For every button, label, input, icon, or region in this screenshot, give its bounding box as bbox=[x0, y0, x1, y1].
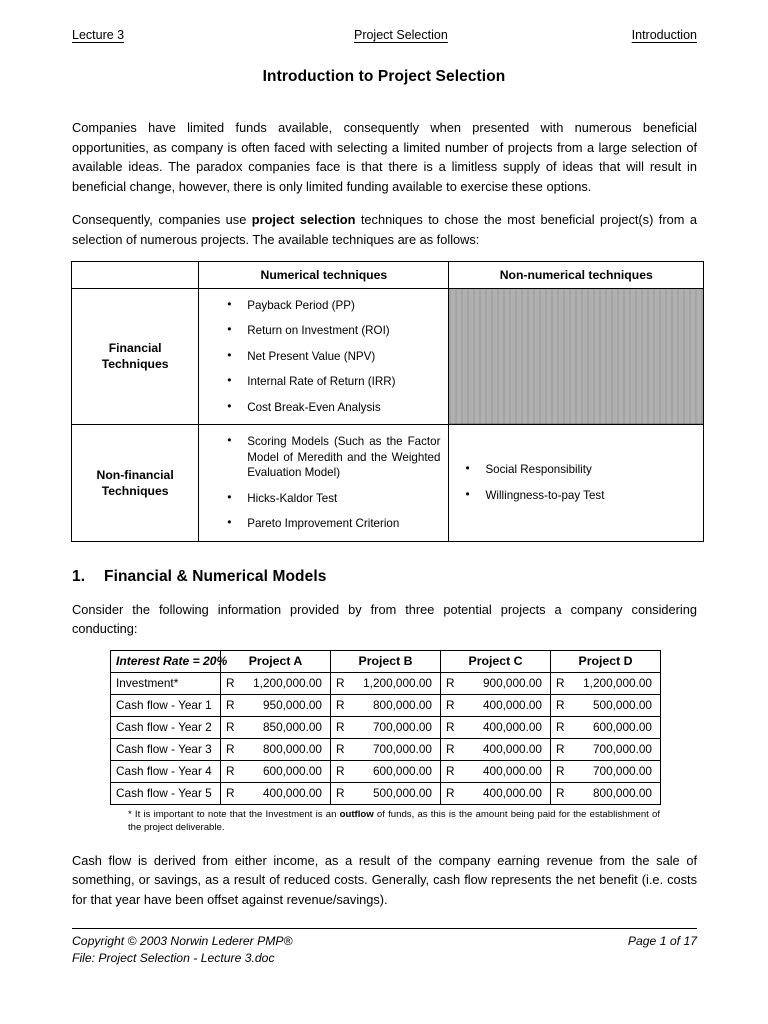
table-row bbox=[111, 716, 661, 738]
currency-symbol: R bbox=[556, 786, 565, 801]
amount-value: 900,000.00 bbox=[482, 676, 542, 691]
financial-cell bbox=[551, 672, 661, 694]
financial-cell bbox=[221, 760, 331, 782]
page-title: Introduction to Project Selection bbox=[262, 68, 506, 85]
currency-symbol: R bbox=[336, 698, 345, 713]
section-heading bbox=[72, 568, 697, 586]
amount-value: 950,000.00 bbox=[262, 698, 322, 713]
amount-value: 850,000.00 bbox=[262, 720, 322, 735]
footer-page-number: Page 1 of 17 bbox=[627, 934, 697, 948]
financial-row-label: Cash flow - Year 2 bbox=[111, 716, 221, 738]
financial-cell bbox=[441, 716, 551, 738]
amount-value: 1,200,000.00 bbox=[363, 676, 432, 691]
paragraph-cashflow: Cash flow is derived from either income, as a result of the company earning revenue from the sale of something, or savings, as a result of reduced costs. Generally, cash flow represents the net benefit (i.e. costs for that year have been offset against revenue/savings). bbox=[72, 852, 697, 907]
financial-cell bbox=[331, 738, 441, 760]
financial-cell bbox=[441, 782, 551, 804]
currency-symbol: R bbox=[336, 676, 345, 691]
header-non-numerical-techniques: Non-numerical techniques bbox=[449, 261, 704, 288]
header-project-d: Project D bbox=[551, 650, 661, 672]
financial-cell bbox=[221, 716, 331, 738]
currency-symbol: R bbox=[446, 720, 455, 735]
consequently-pre: Consequently, companies use bbox=[72, 212, 252, 228]
list-item: • Cost Break-Even Analysis bbox=[199, 400, 440, 416]
table-row-financial-techniques bbox=[72, 288, 704, 425]
consequently-post: techniques to chose the most beneficial project(s) from a selection of numerous projects. The available techniques are as follows: bbox=[72, 212, 697, 247]
financial-row-label: Cash flow - Year 4 bbox=[111, 760, 221, 782]
financial-cell bbox=[331, 760, 441, 782]
paragraph-consequently bbox=[72, 210, 697, 249]
table-row bbox=[111, 694, 661, 716]
currency-symbol: R bbox=[226, 720, 235, 735]
document-content bbox=[72, 118, 697, 924]
paragraph-intro: Companies have limited funds available, consequently when presented with numerous beneficial opportunities, as company is often faced with selecting a limited number of projects from a large selection of available ideas. The paradox companies face is that there is a limitless supply of ideas that will result in beneficial change, however, there is only limited funding available to exercise these options. bbox=[72, 120, 697, 194]
section-heading-text: Financial & Numerical Models bbox=[104, 567, 327, 585]
financial-table-header-row bbox=[111, 650, 661, 672]
techniques-table-header-row bbox=[72, 261, 704, 288]
footnote-post: of funds, as this is the amount being paid for the establishment of the project deliverable. bbox=[128, 808, 661, 834]
currency-symbol: R bbox=[446, 742, 455, 757]
financial-cell bbox=[331, 694, 441, 716]
table-row bbox=[111, 760, 661, 782]
financial-table-wrapper bbox=[110, 650, 660, 835]
list-item: • Pareto Improvement Criterion bbox=[199, 516, 440, 532]
techniques-table bbox=[71, 261, 704, 542]
currency-symbol: R bbox=[556, 742, 565, 757]
currency-symbol: R bbox=[336, 720, 345, 735]
currency-symbol: R bbox=[556, 698, 565, 713]
amount-value: 700,000.00 bbox=[372, 742, 432, 757]
footer-filename: File: Project Selection - Lecture 3.doc bbox=[72, 951, 275, 965]
paragraph-consider: Consider the following information provided by from three potential projects a company considering conducting: bbox=[72, 601, 697, 637]
row-label-financial-line1: Financial bbox=[108, 341, 162, 356]
financial-cell bbox=[221, 782, 331, 804]
table-row bbox=[111, 738, 661, 760]
footnote-pre: * It is important to note that the Investment is an bbox=[128, 808, 340, 820]
amount-value: 700,000.00 bbox=[372, 720, 432, 735]
currency-symbol: R bbox=[446, 698, 455, 713]
financial-cell bbox=[551, 694, 661, 716]
currency-symbol: R bbox=[226, 676, 235, 691]
row-label-financial-line2: Techniques bbox=[101, 357, 169, 372]
cell-financial-numerical bbox=[199, 288, 449, 425]
row-label-financial bbox=[72, 288, 199, 425]
amount-value: 400,000.00 bbox=[482, 698, 542, 713]
list-item: • Social Responsibility bbox=[449, 462, 695, 478]
footer-divider bbox=[72, 928, 697, 929]
amount-value: 800,000.00 bbox=[262, 742, 322, 757]
currency-symbol: R bbox=[446, 764, 455, 779]
table-row bbox=[111, 672, 661, 694]
footer-copyright: Copyright © 2003 Norwin Lederer PMP® bbox=[72, 934, 293, 948]
financial-cell bbox=[331, 716, 441, 738]
running-head-left: Lecture 3 bbox=[72, 28, 125, 42]
amount-value: 800,000.00 bbox=[372, 698, 432, 713]
currency-symbol: R bbox=[226, 742, 235, 757]
page-footer bbox=[72, 928, 697, 967]
financial-cell bbox=[441, 738, 551, 760]
currency-symbol: R bbox=[556, 676, 565, 691]
list-item: • Payback Period (PP) bbox=[199, 298, 440, 314]
amount-value: 400,000.00 bbox=[482, 786, 542, 801]
amount-value: 400,000.00 bbox=[482, 720, 542, 735]
financial-cell bbox=[551, 760, 661, 782]
currency-symbol: R bbox=[336, 764, 345, 779]
list-item: • Willingness-to-pay Test bbox=[449, 488, 695, 504]
running-head bbox=[72, 28, 697, 42]
currency-symbol: R bbox=[226, 698, 235, 713]
list-item: • Hicks-Kaldor Test bbox=[199, 491, 440, 507]
list-item: • Scoring Models (Such as the Factor Model of Meredith and the Weighted Evaluation Model) bbox=[199, 434, 440, 481]
cell-financial-non-numerical-shaded bbox=[449, 288, 704, 425]
amount-value: 400,000.00 bbox=[482, 764, 542, 779]
interest-rate-header: Interest Rate = 20% bbox=[111, 650, 221, 672]
financial-cell bbox=[221, 672, 331, 694]
amount-value: 600,000.00 bbox=[592, 720, 652, 735]
amount-value: 600,000.00 bbox=[372, 764, 432, 779]
amount-value: 1,200,000.00 bbox=[583, 676, 652, 691]
header-project-c: Project C bbox=[441, 650, 551, 672]
list-item: • Return on Investment (ROI) bbox=[199, 323, 440, 339]
financial-cell bbox=[551, 782, 661, 804]
financial-cell bbox=[221, 694, 331, 716]
currency-symbol: R bbox=[446, 676, 455, 691]
amount-value: 1,200,000.00 bbox=[253, 676, 322, 691]
currency-symbol: R bbox=[336, 786, 345, 801]
financial-cell bbox=[441, 760, 551, 782]
header-project-a: Project A bbox=[221, 650, 331, 672]
amount-value: 500,000.00 bbox=[372, 786, 432, 801]
financial-cell bbox=[551, 738, 661, 760]
header-project-b: Project B bbox=[331, 650, 441, 672]
list-item: • Net Present Value (NPV) bbox=[199, 349, 440, 365]
list-item: • Internal Rate of Return (IRR) bbox=[199, 374, 440, 390]
amount-value: 700,000.00 bbox=[592, 764, 652, 779]
currency-symbol: R bbox=[446, 786, 455, 801]
financial-row-label: Investment* bbox=[111, 672, 221, 694]
list-non-financial-numerical bbox=[199, 425, 448, 541]
financial-cell bbox=[331, 782, 441, 804]
currency-symbol: R bbox=[226, 786, 235, 801]
list-financial-numerical bbox=[199, 289, 448, 425]
financial-cell bbox=[441, 672, 551, 694]
financial-cell bbox=[441, 694, 551, 716]
cell-non-financial-numerical bbox=[199, 425, 449, 542]
techniques-corner-cell bbox=[72, 261, 199, 288]
financial-table-body bbox=[111, 672, 661, 804]
section-number: 1. bbox=[72, 567, 86, 585]
currency-symbol: R bbox=[336, 742, 345, 757]
amount-value: 600,000.00 bbox=[262, 764, 322, 779]
row-label-non-financial bbox=[72, 425, 199, 542]
amount-value: 700,000.00 bbox=[592, 742, 652, 757]
footnote-emphasis: outflow bbox=[339, 808, 374, 820]
amount-value: 400,000.00 bbox=[262, 786, 322, 801]
currency-symbol: R bbox=[556, 764, 565, 779]
table-row-non-financial-techniques bbox=[72, 425, 704, 542]
row-label-non-financial-line1: Non-financial bbox=[96, 467, 174, 482]
amount-value: 500,000.00 bbox=[592, 698, 652, 713]
currency-symbol: R bbox=[556, 720, 565, 735]
header-numerical-techniques: Numerical techniques bbox=[199, 261, 449, 288]
financial-cell bbox=[331, 672, 441, 694]
financial-cell bbox=[221, 738, 331, 760]
currency-symbol: R bbox=[226, 764, 235, 779]
financial-row-label: Cash flow - Year 5 bbox=[111, 782, 221, 804]
running-head-right: Introduction bbox=[631, 28, 697, 42]
financial-row-label: Cash flow - Year 1 bbox=[111, 694, 221, 716]
financial-row-label: Cash flow - Year 3 bbox=[111, 738, 221, 760]
amount-value: 800,000.00 bbox=[592, 786, 652, 801]
running-head-center: Project Selection bbox=[353, 28, 448, 42]
financial-cell bbox=[551, 716, 661, 738]
project-selection-emphasis: project selection bbox=[251, 212, 356, 228]
row-label-non-financial-line2: Techniques bbox=[101, 483, 169, 498]
footer-row-1 bbox=[72, 933, 697, 950]
table-row bbox=[111, 782, 661, 804]
amount-value: 400,000.00 bbox=[482, 742, 542, 757]
list-non-financial-non-numerical bbox=[449, 453, 703, 512]
financial-data-table bbox=[110, 650, 661, 805]
investment-footnote bbox=[128, 808, 660, 835]
cell-non-financial-non-numerical bbox=[449, 425, 704, 542]
